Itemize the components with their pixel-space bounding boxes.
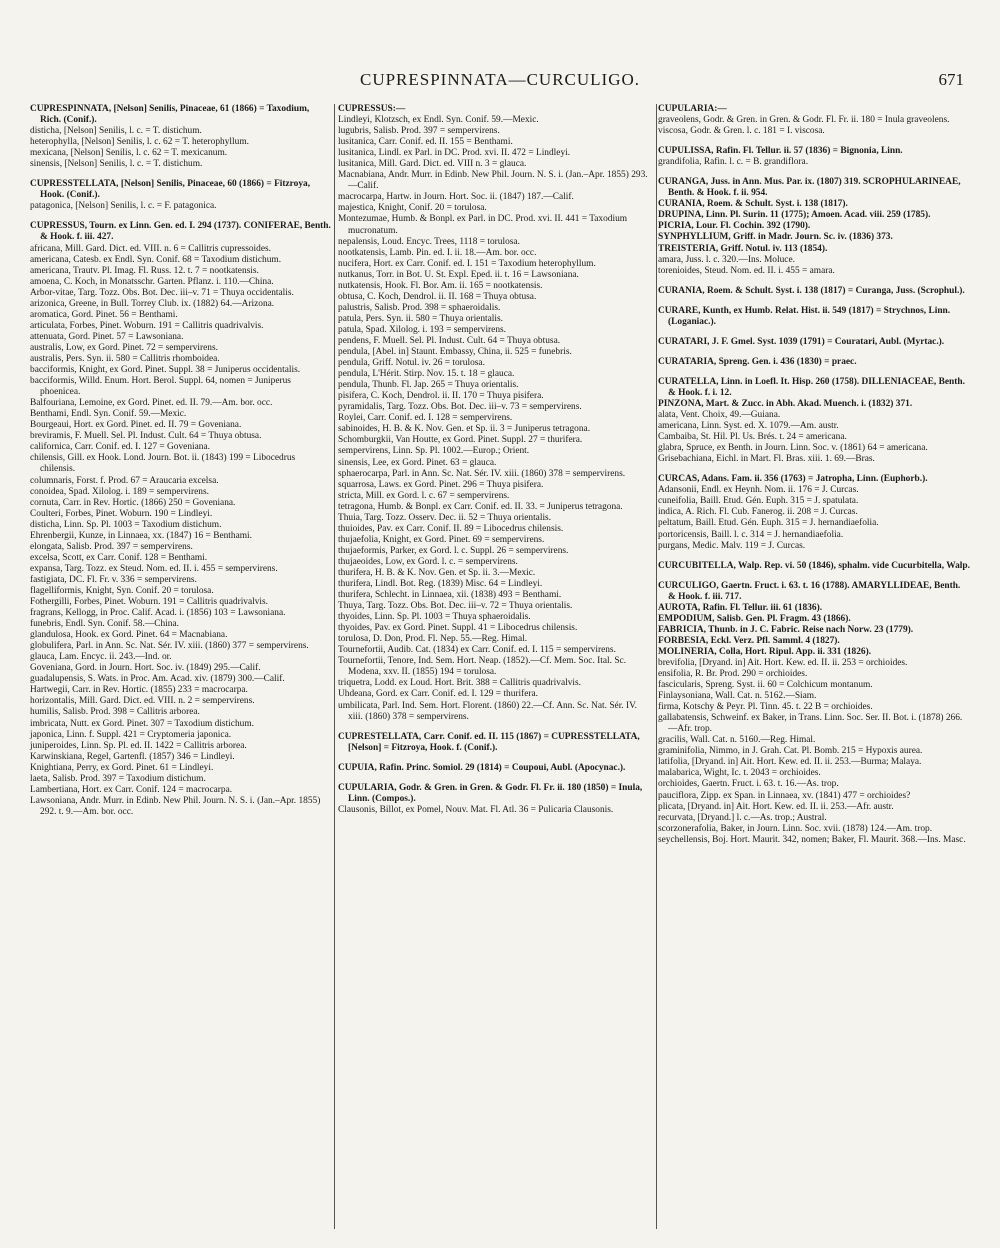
species-entry: horizontalis, Mill. Gard. Dict. ed. VIII. n. 2 = sempervirens. (30, 696, 255, 707)
species-entry: patula, Spad. Xilolog. i. 193 = sempervirens. (338, 324, 507, 335)
species-entry: Lindleyi, Klotzsch, ex Endl. Syn. Conif. 59.—Mexic. (338, 115, 539, 126)
species-entry: alata, Vent. Choix, 49.—Guiana. (658, 410, 781, 421)
species-entry: expansa, Targ. Tozz. ex Steud. Nom. ed. II. i. 455 = sempervirens. (30, 563, 278, 574)
species-entry: fastigiata, DC. Fl. Fr. v. 336 = sempervirens. (30, 574, 197, 585)
species-entry: thujaeoides, Low, ex Gord. l. c. = sempervirens. (338, 556, 518, 567)
page-number: 671 (938, 70, 964, 89)
species-entry: Fothergilli, Forbes, Pinet. Woburn. 191 = Callitris quadrivalvis. (30, 597, 269, 608)
species-entry: aromatica, Gord. Pinet. 56 = Benthami. (30, 309, 178, 320)
entry-gap (338, 723, 654, 732)
species-entry: guadalupensis, S. Wats. in Proc. Am. Acad. xiv. (1879) 300.—Calif. (30, 674, 285, 685)
genus-entry: TREISTERIA, Griff. Notul. iv. 113 (1854). (658, 243, 828, 254)
genus-entry: CURATARIA, Spreng. Gen. i. 436 (1830) = praec. (658, 356, 857, 367)
species-entry: australis, Pers. Syn. ii. 580 = Callitris rhomboidea. (30, 353, 220, 364)
species-entry: Knightiana, Perry, ex Gord. Pinet. 61 = Lindleyi. (30, 762, 214, 773)
genus-entry: CURANIA, Roem. & Schult. Syst. i. 138 (1817). (658, 199, 848, 210)
species-entry: Grisebachiana, Eichl. in Mart. Fl. Bras. xiii. 1. 69.—Bras. (658, 454, 875, 465)
species-entry: Macnabiana, Andr. Murr. in Edinb. New Phil. Journ. N. S. i. (Jan.–Apr. 1855) 293.—Calif. (338, 170, 648, 192)
genus-entry: EMPODIUM, Salisb. Gen. Pl. Fragm. 43 (1866). (658, 613, 851, 624)
species-entry: latifolia, [Dryand. in] Ait. Hort. Kew. ed. II. ii. 253.—Burma; Malaya. (658, 757, 922, 768)
species-entry: Karwinskiana, Regel, Gartenfl. (1857) 346 = Lindleyi. (30, 751, 235, 762)
species-entry: seychellensis, Boj. Hort. Maurit. 342, nomen; Baker, Fl. Maurit. 368.—Ins. Masc. (658, 834, 966, 845)
species-entry: thuioides, Pav. ex Carr. Conif. II. 89 = Libocedrus chilensis. (338, 523, 564, 534)
page-header (0, 68, 1000, 92)
species-entry: nutkatensis, Hook. Fl. Bor. Am. ii. 165 = nootkatensis. (338, 280, 543, 291)
genus-entry: CUPRESSTELLATA, [Nelson] Senilis, Pinaceae, 60 (1866) = Fitzroya, Hook. (Conif.). (30, 179, 311, 201)
species-entry: graveolens, Godr. & Gren. in Gren. & Godr. Fl. Fr. ii. 180 = Inula graveolens. (658, 115, 950, 126)
species-entry: grandifolia, Rafin. l. c. = B. grandiflora. (658, 157, 809, 168)
species-entry: Montezumae, Humb. & Bonpl. ex Parl. in DC. Prod. xvi. II. 441 = Taxodium mucronatum. (338, 214, 628, 236)
species-entry: peltatum, Baill. Etud. Gén. Euph. 315 = J. hernandiaefolia. (658, 518, 879, 529)
species-entry: lugubris, Salisb. Prod. 397 = sempervirens. (338, 126, 500, 137)
species-entry: pendula, [Abel. in] Staunt. Embassy, China, ii. 525 = funebris. (338, 347, 572, 358)
species-entry: australis, Low, ex Gord. Pinet. 72 = sempervirens. (30, 342, 218, 353)
species-entry: chilensis, Gill. ex Hook. Lond. Journ. Bot. ii. (1843) 199 = Libocedrus chilensis. (30, 453, 296, 475)
entry-gap (338, 774, 654, 783)
entry-gap (658, 348, 970, 357)
species-entry: Bourgeaui, Hort. ex Gord. Pinet. ed. II. 79 = Goveniana. (30, 420, 242, 431)
species-entry: fragrans, Kellogg, in Proc. Calif. Acad. i. (1856) 103 = Lawsoniana. (30, 608, 286, 619)
species-entry: attenuata, Gord. Pinet. 57 = Lawsoniana. (30, 331, 184, 342)
genus-entry: CURATELLA, Linn. in Loefl. It. Hisp. 260 (1758). DILLENIACEAE, Benth. & Hook. f. i. 12. (658, 376, 965, 398)
genus-entry: CUPULISSA, Rafin. Fl. Tellur. ii. 57 (1836) = Bignonia, Linn. (658, 146, 903, 157)
species-entry: plicata, [Dryand. in] Ait. Hort. Kew. ed. II. ii. 253.—Afr. austr. (658, 801, 894, 812)
species-entry: viscosa, Godr. & Gren. l. c. 181 = I. viscosa. (658, 126, 825, 137)
species-entry: globulifera, Parl. in Ann. Sc. Nat. Sér. IV. xiii. (1860) 377 = sempervirens. (30, 641, 309, 652)
species-entry: gallabatensis, Schweinf. ex Baker, in Trans. Linn. Soc. Ser. II. Bot. i. (1878) 266.—Afr. trop. (658, 713, 963, 735)
species-entry: tetragona, Humb. & Bonpl. ex Carr. Conif. ed. II. 33. = Juniperus tetragona. (338, 501, 623, 512)
genus-entry: PINZONA, Mart. & Zucc. in Abh. Akad. Muench. i. (1832) 371. (658, 398, 913, 409)
genus-entry: SYNPHYLLIUM, Griff. in Madr. Journ. Sc. iv. (1836) 373. (658, 232, 893, 243)
species-entry: americana, Catesb. ex Endl. Syn. Conif. 68 = Taxodium distichum. (30, 254, 282, 265)
species-entry: Thuya, Targ. Tozz. Obs. Bot. Dec. iii–v. 72 = Thuya orientalis. (338, 601, 573, 612)
species-entry: pendula, Griff. Notul. iv. 26 = torulosa. (338, 358, 485, 369)
species-entry: Coulteri, Forbes, Pinet. Woburn. 190 = Lindleyi. (30, 508, 213, 519)
entry-gap (658, 552, 970, 561)
entry-gap (658, 297, 970, 306)
species-entry: americana, Trautv. Pl. Imag. Fl. Russ. 12. t. 7 = nootkatensis. (30, 265, 259, 276)
species-entry: Benthami, Endl. Syn. Conif. 59.—Mexic. (30, 409, 187, 420)
species-entry: glabra, Spruce, ex Benth. in Journ. Linn. Soc. v. (1861) 64 = americana. (658, 443, 928, 454)
species-entry: graminifolia, Nimmo, in J. Grah. Cat. Pl. Bomb. 215 = Hypoxis aurea. (658, 746, 923, 757)
species-entry: portoricensis, Baill. l. c. 314 = J. hernandiaefolia. (658, 529, 844, 540)
species-entry: columnaris, Forst. f. Prod. 67 = Araucaria excelsa. (30, 475, 219, 486)
species-entry: Tournefortii, Tenore, Ind. Sem. Hort. Neap. (1852).—Cf. Mem. Soc. Ital. Sc. Modena, xxv. II. (1855) 194 = torulosa. (338, 656, 627, 678)
species-entry: brevifolia, [Dryand. in] Ait. Hort. Kew. ed. II. ii. 253 = orchioides. (658, 657, 908, 668)
species-entry: glandulosa, Hook. ex Gord. Pinet. 64 = Macnabiana. (30, 630, 228, 641)
species-entry: disticha, Linn. Sp. Pl. 1003 = Taxodium distichum. (30, 519, 222, 530)
species-entry: Thuia, Targ. Tozz. Osserv. Dec. ii. 52 = Thuya orientalis. (338, 512, 552, 523)
species-entry: Balfouriana, Lemoine, ex Gord. Pinet. ed. II. 79.—Am. bor. occ. (30, 398, 273, 409)
entry-gap (338, 754, 654, 763)
genus-entry: PICRIA, Lour. Fl. Cochin. 392 (1790). (658, 221, 811, 232)
species-entry: imbricata, Nutt. ex Gord. Pinet. 307 = Taxodium distichum. (30, 718, 254, 729)
column-rule (334, 104, 335, 1229)
species-entry: orchioides, Gaertn. Fruct. i. 63. t. 16.—As. trop. (658, 779, 839, 790)
column-middle (338, 104, 654, 816)
species-entry: pendula, Thunb. Fl. Jap. 265 = Thuya orientalis. (338, 380, 519, 391)
species-entry: juniperoides, Linn. Sp. Pl. ed. II. 1422 = Callitris arborea. (30, 740, 247, 751)
species-entry: breviramis, F. Muell. Sel. Pl. Indust. Cult. 64 = Thuya obtusa. (30, 431, 262, 442)
species-entry: patula, Pers. Syn. ii. 580 = Thuya orientalis. (338, 313, 503, 324)
species-entry: pendula, L'Hérit. Stirp. Nov. 15. t. 18 = glauca. (338, 369, 515, 380)
species-entry: squarrosa, Laws. ex Gord. Pinet. 296 = Thuya pisifera. (338, 479, 544, 490)
species-entry: humilis, Salisb. Prod. 398 = Callitris arborea. (30, 707, 200, 718)
species-entry: thyoides, Pav. ex Gord. Pinet. Suppl. 41 = Libocedrus chilensis. (338, 623, 578, 634)
species-entry: triquetra, Lodd. ex Loud. Hort. Brit. 388 = Callitris quadrivalvis. (338, 678, 582, 689)
genus-entry: CUPULARIA:— (658, 104, 727, 114)
genus-entry: CUPRESPINNATA, [Nelson] Senilis, Pinaceae, 61 (1866) = Taxodium, Rich. (Conif.). (30, 104, 310, 126)
species-entry: thurifera, Schlecht. in Linnaea, xii. (1838) 493 = Benthami. (338, 590, 562, 601)
species-entry: arizonica, Greene, in Bull. Torrey Club. ix. (1882) 64.—Arizona. (30, 298, 275, 309)
column-right (658, 104, 970, 846)
genus-entry: FABRICIA, Thunb. in J. C. Fabric. Reise nach Norw. 23 (1779). (658, 624, 914, 635)
column-rule (656, 104, 657, 1229)
species-entry: cuneifolia, Baill. Etud. Gén. Euph. 315 = J. spatulata. (658, 496, 859, 507)
species-entry: Tournefortii, Audib. Cat. (1834) ex Carr. Conif. ed. I. 115 = sempervirens. (338, 645, 616, 656)
species-entry: americana, Linn. Syst. ed. X. 1079.—Am. austr. (658, 421, 839, 432)
entry-gap (658, 137, 970, 146)
species-entry: conoidea, Spad. Xilolog. i. 189 = sempervirens. (30, 486, 209, 497)
species-entry: japonica, Linn. f. Suppl. 421 = Cryptomeria japonica. (30, 729, 232, 740)
species-entry: Clausonis, Billot, ex Pomel, Nouv. Mat. Fl. Atl. 36 = Pulicaria Clausonis. (338, 804, 614, 815)
column-left (30, 104, 332, 818)
species-entry: lusitanica, Mill. Gard. Dict. ed. VIII n. 3 = glauca. (338, 159, 527, 170)
species-entry: pauciflora, Zipp. ex Span. in Linnaea, xv. (1841) 477 = orchioides? (658, 790, 911, 801)
species-entry: indica, A. Rich. Fl. Cub. Fanerog. ii. 208 = J. Curcas. (658, 507, 858, 518)
genus-entry: CURATARI, J. F. Gmel. Syst. 1039 (1791) = Couratari, Aubl. (Myrtac.). (658, 336, 945, 347)
species-entry: macrocarpa, Hartw. in Journ. Hort. Soc. ii. (1847) 187.—Calif. (338, 192, 574, 203)
species-entry: excelsa, Scott, ex Carr. Conif. 128 = Benthami. (30, 552, 208, 563)
species-entry: californica, Carr. Conif. ed. I. 127 = Goveniana. (30, 442, 210, 453)
entry-gap (30, 170, 332, 179)
species-entry: sempervirens, Linn. Sp. Pl. 1002.—Europ.; Orient. (338, 446, 530, 457)
species-entry: nootkatensis, Lamb. Pin. ed. I. ii. 18.—Am. bor. occ. (338, 247, 537, 258)
running-title: CUPRESPINNATA—CURCULIGO. (359, 70, 641, 89)
species-entry: cornuta, Carr. in Rev. Hortic. (1866) 250 = Goveniana. (30, 497, 236, 508)
genus-entry: CUPRESTELLATA, Carr. Conif. ed. II. 115 (1867) = CUPRESSTELLATA, [Nelson] = Fitzroya, Hook. f. (Conif.). (338, 731, 640, 753)
species-entry: amoena, C. Koch, in Monatsschr. Garten. Pflanz. i. 110.—China. (30, 276, 274, 287)
species-entry: Hartwegii, Carr. in Rev. Hortic. (1855) 233 = macrocarpa. (30, 685, 248, 696)
species-entry: patagonica, [Nelson] Senilis, l. c. = F. patagonica. (30, 201, 217, 212)
genus-entry: MOLINERIA, Colla, Hort. Ripul. App. ii. 331 (1826). (658, 646, 872, 657)
species-entry: fascicularis, Spreng. Syst. ii. 60 = Colchicum montanum. (658, 680, 873, 691)
species-entry: majestica, Knight, Conif. 20 = torulosa. (338, 203, 487, 214)
species-entry: nucifera, Hort. ex Carr. Conif. ed. I. 151 = Taxodium heterophyllum. (338, 258, 596, 269)
entry-gap (658, 328, 970, 337)
species-entry: glauca, Lam. Encyc. ii. 243.—Ind. or. (30, 652, 172, 663)
species-entry: pisifera, C. Koch, Dendrol. ii. II. 170 = Thuya pisifera. (338, 391, 544, 402)
species-entry: mexicana, [Nelson] Senilis, l. c. 62 = T. mexicanum. (30, 148, 228, 159)
species-entry: malabarica, Wight, Ic. t. 2043 = orchioides. (658, 768, 821, 779)
genus-entry: CURANIA, Roem. & Schult. Syst. i. 138 (1817) = Curanga, Juss. (Scrophul.). (658, 285, 965, 296)
species-entry: flagelliformis, Knight, Syn. Conif. 20 = torulosa. (30, 585, 214, 596)
species-entry: laeta, Salisb. Prod. 397 = Taxodium distichum. (30, 773, 206, 784)
genus-entry: AUROTA, Rafin. Fl. Tellur. iii. 61 (1836). (658, 602, 823, 613)
genus-entry: CURCUBITELLA, Walp. Rep. vi. 50 (1846), sphalm. vide Cucurbitella, Walp. (658, 560, 970, 571)
genus-entry: CURARE, Kunth, ex Humb. Relat. Hist. ii. 549 (1817) = Strychnos, Linn. (Loganiac.). (658, 305, 951, 327)
species-entry: thujaefolia, Knight, ex Gord. Pinet. 69 = sempervirens. (338, 534, 545, 545)
species-entry: Uhdeana, Gord. ex Carr. Conif. ed. I. 129 = thurifera. (338, 689, 539, 700)
species-entry: torulosa, D. Don, Prod. Fl. Nep. 55.—Reg. Himal. (338, 634, 528, 645)
genus-entry: CUPRESSUS, Tourn. ex Linn. Gen. ed. I. 294 (1737). CONIFERAE, Benth. & Hook. f. iii. 427. (30, 221, 331, 243)
species-entry: purgans, Medic. Malv. 119 = J. Curcas. (658, 540, 806, 551)
species-entry: firma, Kotschy & Peyr. Pl. Tinn. 45. t. 22 B = orchioides. (658, 702, 873, 713)
species-entry: stricta, Mill. ex Gord. l. c. 67 = sempervirens. (338, 490, 510, 501)
species-entry: africana, Mill. Gard. Dict. ed. VIII. n. 6 = Callitris cupressoides. (30, 243, 271, 254)
species-entry: obtusa, C. Koch, Dendrol. ii. II. 168 = Thuya obtusa. (338, 291, 537, 302)
species-entry: sphaerocarpa, Parl. in Ann. Sc. Nat. Sér. IV. xiii. (1860) 378 = sempervirens. (338, 468, 626, 479)
genus-entry: CUPULARIA, Godr. & Gren. in Gren. & Godr. Fl. Fr. ii. 180 (1850) = Inula, Linn. (Compos.). (338, 782, 643, 804)
species-entry: Goveniana, Gord. in Journ. Hort. Soc. iv. (1849) 295.—Calif. (30, 663, 261, 674)
species-entry: Finlaysoniana, Wall. Cat. n. 5162.—Siam. (658, 691, 817, 702)
species-entry: elongata, Salisb. Prod. 397 = sempervirens. (30, 541, 193, 552)
species-entry: articulata, Forbes, Pinet. Woburn. 191 = Callitris quadrivalvis. (30, 320, 264, 331)
genus-entry: CURCULIGO, Gaertn. Fruct. i. 63. t. 16 (1788). AMARYLLIDEAE, Benth. & Hook. f. iii. 717. (658, 580, 961, 602)
species-entry: heterophylla, [Nelson] Senilis, l. c. 62 = T. heterophyllum. (30, 137, 249, 148)
species-entry: thurifera, H. B. & K. Nov. Gen. et Sp. ii. 3.—Mexic. (338, 567, 536, 578)
species-entry: Adansonii, Endl. ex Heynh. Nom. ii. 176 = J. Curcas. (658, 485, 859, 496)
genus-entry: CURANGA, Juss. in Ann. Mus. Par. ix. (1807) 319. SCROPHULARINEAE, Benth. & Hook. f. ii. 954. (658, 177, 961, 199)
species-entry: Arbor-vitae, Targ. Tozz. Obs. Bot. Dec. iii–v. 71 = Thuya occidentalis. (30, 287, 294, 298)
species-entry: Cambaiba, St. Hil. Pl. Us. Brés. t. 24 = americana. (658, 432, 847, 443)
species-entry: pyramidalis, Targ. Tozz. Obs. Bot. Dec. iii–v. 73 = sempervirens. (338, 402, 582, 413)
entry-gap (658, 168, 970, 177)
species-entry: nutkanus, Torr. in Bot. U. St. Expl. Eped. ii. t. 16 = Lawsoniana. (338, 269, 579, 280)
species-entry: sabinoides, H. B. & K. Nov. Gen. et Sp. ii. 3 = Juniperus tetragona. (338, 424, 591, 435)
species-entry: Lawsoniana, Andr. Murr. in Edinb. New Phil. Journ. N. S. i. (Jan.–Apr. 1855) 292. t. 9.—Am. bor. occ. (30, 795, 321, 817)
species-entry: ensifolia, R. Br. Prod. 290 = orchioides. (658, 669, 808, 680)
species-entry: gracilis, Wall. Cat. n. 5160.—Reg. Himal. (658, 735, 816, 746)
genus-entry: DRUPINA, Linn. Pl. Surin. 11 (1775); Amoen. Acad. viii. 259 (1785). (658, 210, 931, 221)
species-entry: thyoides, Linn. Sp. Pl. 1003 = Thuya sphaeroidalis. (338, 612, 531, 623)
species-entry: scorzonerafolia, Baker, in Journ. Linn. Soc. xvii. (1878) 124.—Am. trop. (658, 823, 933, 834)
species-entry: thurifera, Lindl. Bot. Reg. (1839) Misc. 64 = Lindleyi. (338, 579, 543, 590)
species-entry: sinensis, Lee, ex Gord. Pinet. 63 = glauca. (338, 457, 497, 468)
species-entry: Ehrenbergii, Kunze, in Linnaea, xx. (1847) 16 = Benthami. (30, 530, 252, 541)
species-entry: umbilicata, Parl. Ind. Sem. Hort. Florent. (1860) 22.—Cf. Ann. Sc. Nat. Sér. IV. xiii. (1860) 378 = sempervirens. (338, 700, 638, 722)
entry-gap (658, 277, 970, 286)
species-entry: bacciformis, Willd. Enum. Hort. Berol. Suppl. 64, nomen = Juniperus phoenicea. (30, 376, 291, 398)
species-entry: torenioides, Steud. Nom. ed. II. i. 455 = amara. (658, 265, 835, 276)
genus-entry: FORBESIA, Eckl. Verz. Pfl. Samml. 4 (1827). (658, 635, 840, 646)
species-entry: amara, Juss. l. c. 320.—Ins. Moluce. (658, 254, 795, 265)
genus-entry: CUPRESSUS:— (338, 104, 406, 114)
entry-gap (658, 368, 970, 377)
species-entry: Lambertiana, Hort. ex Carr. Conif. 124 = macrocarpa. (30, 784, 233, 795)
species-entry: Schomburgkii, Van Houtte, ex Gord. Pinet. Suppl. 27 = thurifera. (338, 435, 583, 446)
species-entry: sinensis, [Nelson] Senilis, l. c. = T. distichum. (30, 159, 203, 170)
genus-entry: CURCAS, Adans. Fam. ii. 356 (1763) = Jatropha, Linn. (Euphorb.). (658, 474, 928, 485)
species-entry: funebris, Endl. Syn. Conif. 58.—China. (30, 619, 179, 630)
species-entry: recurvata, [Dryand.] l. c.—As. trop.; Austral. (658, 812, 827, 823)
species-entry: bacciformis, Knight, ex Gord. Pinet. Suppl. 38 = Juniperus occidentalis. (30, 365, 301, 376)
species-entry: lusitanica, Carr. Conif. ed. II. 155 = Benthami. (338, 137, 513, 148)
species-entry: lusitanica, Lindl. ex Parl. in DC. Prod. xvi. II. 472 = Lindleyi. (338, 148, 571, 159)
species-entry: Roylei, Carr. Conif. ed. I. 128 = sempervirens. (338, 413, 513, 424)
species-entry: thujaeformis, Parker, ex Gord. l. c. Suppl. 26 = sempervirens. (338, 545, 569, 556)
species-entry: disticha, [Nelson] Senilis, l. c. = T. distichum. (30, 126, 202, 137)
species-entry: palustris, Salisb. Prod. 398 = sphaeroidalis. (338, 302, 501, 313)
entry-gap (658, 572, 970, 581)
species-entry: pendens, F. Muell. Sel. Pl. Indust. Cult. 64 = Thuya obtusa. (338, 335, 561, 346)
genus-entry: CUPUIA, Rafin. Princ. Somiol. 29 (1814) = Coupoui, Aubl. (Apocynac.). (338, 762, 626, 773)
species-entry: nepalensis, Loud. Encyc. Trees, 1118 = torulosa. (338, 236, 520, 247)
entry-gap (658, 465, 970, 474)
